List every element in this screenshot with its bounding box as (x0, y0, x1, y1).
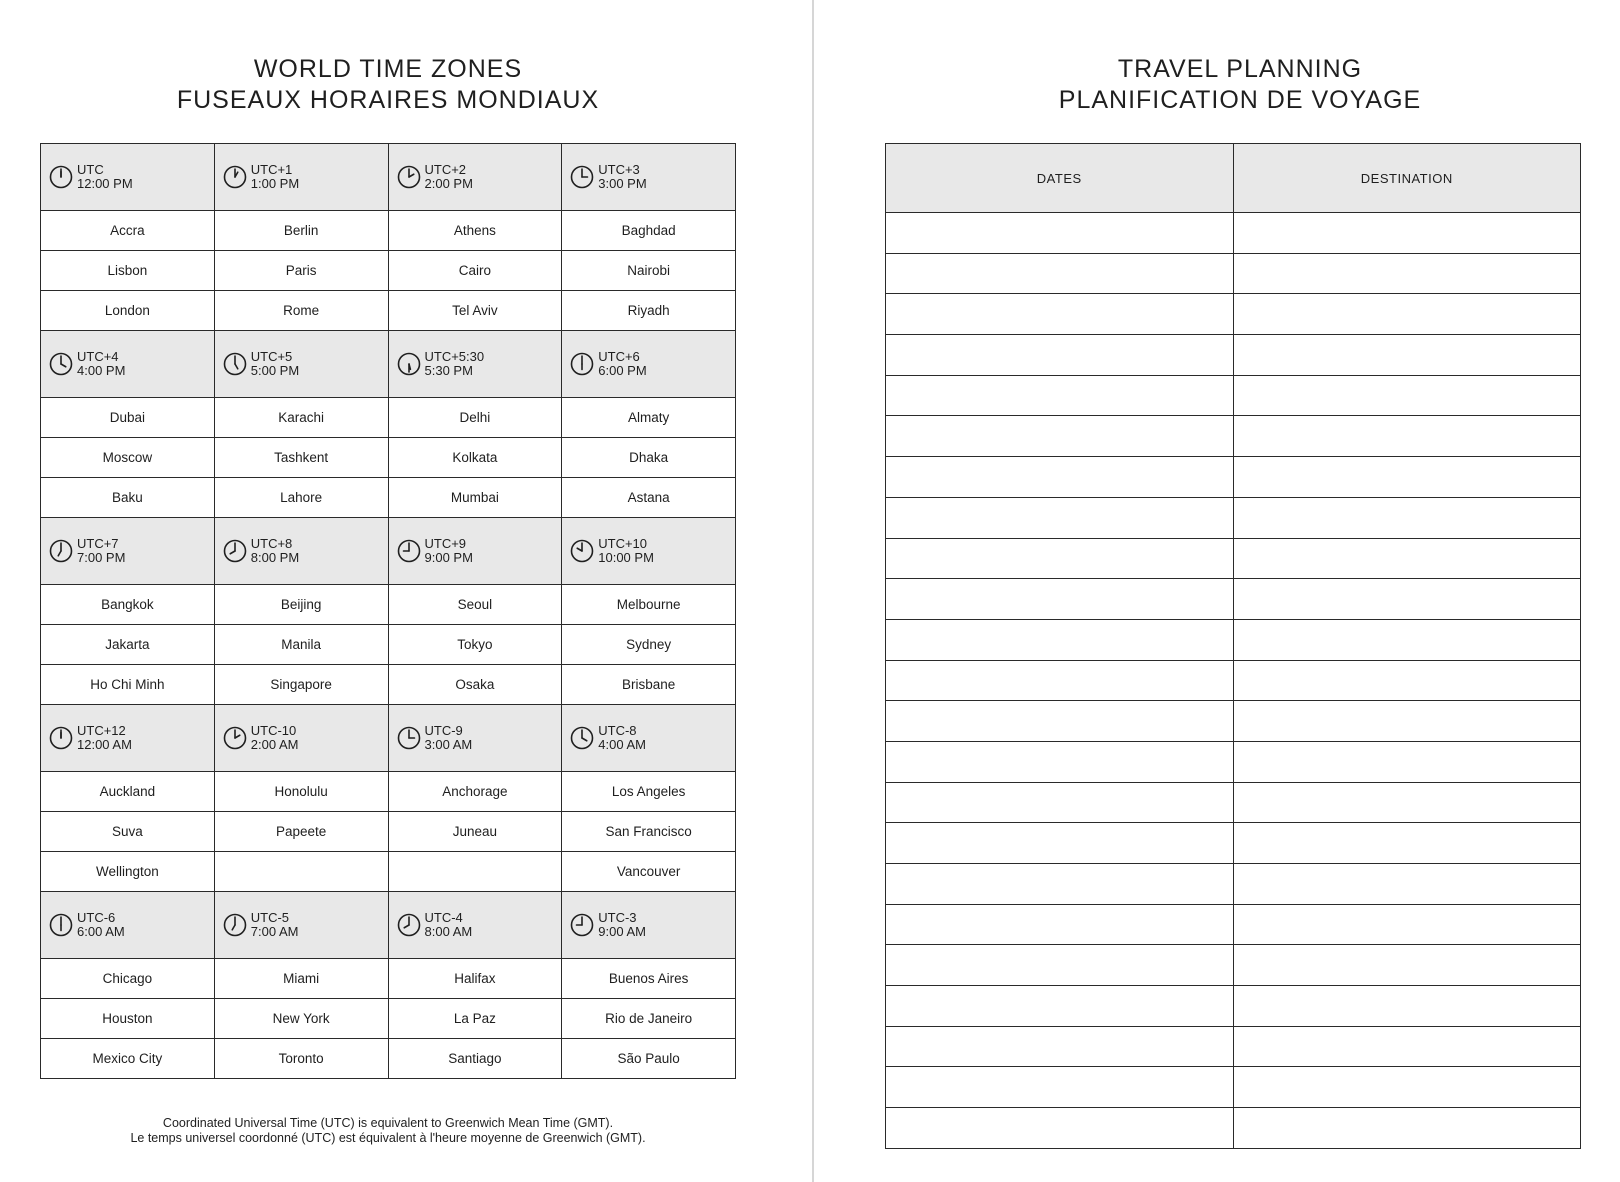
city-cell: Dhaka (562, 438, 736, 478)
utc-offset: UTC-8 (598, 723, 637, 738)
clock-icon (397, 352, 421, 376)
utc-offset: UTC+10 (598, 536, 648, 551)
city-cell: Astana (562, 478, 736, 518)
travel-planning-table (885, 143, 1581, 1149)
time-zone-label (562, 537, 735, 565)
dates-entry-cell[interactable] (886, 416, 1234, 457)
city-cell: Delhi (388, 398, 562, 438)
destination-entry-cell[interactable] (1233, 619, 1581, 660)
destination-entry-cell[interactable] (1233, 1026, 1581, 1067)
utc-offset: UTC+2 (424, 162, 467, 177)
city-cell: New York (214, 999, 388, 1039)
clock-icon (49, 726, 73, 750)
planning-row (886, 213, 1581, 254)
destination-entry-cell[interactable] (1233, 823, 1581, 864)
city-cell: Manila (214, 625, 388, 665)
local-time: 1:00 PM (250, 176, 300, 191)
time-zone-label (562, 163, 735, 191)
time-zone-label (215, 911, 388, 939)
dates-entry-cell[interactable] (886, 1108, 1234, 1149)
time-zone-label (389, 537, 562, 565)
planning-row (886, 294, 1581, 335)
city-cell: Kolkata (388, 438, 562, 478)
city-cell: Sydney (562, 625, 736, 665)
city-cell: Bangkok (41, 585, 215, 625)
local-time: 9:00 PM (424, 550, 473, 565)
time-zone-cell (214, 705, 388, 772)
planning-row (886, 1067, 1581, 1108)
utc-footnote (40, 1116, 736, 1146)
clock-icon (49, 352, 73, 376)
time-zone-label (215, 163, 388, 191)
destination-entry-cell[interactable] (1233, 253, 1581, 294)
footnote-french: Le temps universel coordonné (UTC) est équivalent à l'heure moyenne de Greenwich (GMT). (130, 1131, 646, 1145)
local-time: 5:00 PM (250, 363, 300, 378)
clock-icon (223, 165, 247, 189)
time-zone-label (41, 350, 214, 378)
local-time: 7:00 AM (250, 924, 299, 939)
destination-entry-cell[interactable] (1233, 335, 1581, 376)
utc-offset: UTC (77, 162, 104, 177)
clock-icon (223, 913, 247, 937)
city-cell: Cairo (388, 251, 562, 291)
local-time: 4:00 PM (77, 363, 126, 378)
utc-offset: UTC-5 (250, 910, 290, 925)
destination-entry-cell[interactable] (1233, 660, 1581, 701)
destination-entry-cell[interactable] (1233, 294, 1581, 335)
planning-row (886, 457, 1581, 498)
clock-icon (570, 726, 594, 750)
planning-row (886, 497, 1581, 538)
planning-row (886, 538, 1581, 579)
time-zone-cell (214, 144, 388, 211)
time-zone-cell (41, 892, 215, 959)
dates-entry-cell[interactable] (886, 457, 1234, 498)
city-cell: Lisbon (41, 251, 215, 291)
local-time: 9:00 AM (598, 924, 646, 939)
city-cell: Karachi (214, 398, 388, 438)
destination-entry-cell[interactable] (1233, 375, 1581, 416)
city-cell: Jakarta (41, 625, 215, 665)
time-zone-table (40, 143, 736, 1079)
planning-row (886, 253, 1581, 294)
time-zone-label (215, 537, 388, 565)
clock-icon (223, 539, 247, 563)
local-time: 6:00 AM (77, 924, 125, 939)
city-cell: Singapore (214, 665, 388, 705)
destination-entry-cell[interactable] (1233, 416, 1581, 457)
destination-entry-cell[interactable] (1233, 904, 1581, 945)
clock-hour-hand (232, 925, 235, 930)
destination-entry-cell[interactable] (1233, 741, 1581, 782)
clock-icon (397, 913, 421, 937)
city-cell: Berlin (214, 211, 388, 251)
planning-row (886, 904, 1581, 945)
time-zone-cell (214, 518, 388, 585)
dates-entry-cell[interactable] (886, 904, 1234, 945)
clock-icon (397, 165, 421, 189)
city-row (41, 812, 736, 852)
destination-entry-cell[interactable] (1233, 701, 1581, 742)
utc-offset: UTC+3 (598, 162, 640, 177)
utc-offset: UTC-9 (424, 723, 463, 738)
utc-offset: UTC+4 (77, 349, 119, 364)
planning-row (886, 701, 1581, 742)
planning-row (886, 579, 1581, 620)
city-row (41, 291, 736, 331)
title-french: PLANIFICATION DE VOYAGE (1058, 86, 1422, 114)
planning-row (886, 375, 1581, 416)
destination-entry-cell[interactable] (1233, 213, 1581, 254)
utc-offset: UTC-10 (250, 723, 297, 738)
planning-row (886, 823, 1581, 864)
local-time: 2:00 PM (424, 176, 473, 191)
city-cell: Houston (41, 999, 215, 1039)
time-zone-cell (562, 892, 736, 959)
local-time: 5:30 PM (424, 363, 473, 378)
dates-entry-cell[interactable] (886, 864, 1234, 905)
local-time: 4:00 AM (598, 737, 646, 752)
title-french: FUSEAUX HORAIRES MONDIAUX (176, 86, 600, 114)
dates-entry-cell[interactable] (886, 741, 1234, 782)
clock-icon (223, 726, 247, 750)
city-cell: Beijing (214, 585, 388, 625)
utc-offset: UTC-3 (598, 910, 637, 925)
time-zone-header-row (41, 892, 736, 959)
city-cell: Mumbai (388, 478, 562, 518)
city-cell: Halifax (388, 959, 562, 999)
planning-row (886, 864, 1581, 905)
city-cell: Baku (41, 478, 215, 518)
city-cell: Tokyo (388, 625, 562, 665)
clock-hour-hand (230, 551, 235, 554)
city-cell: Toronto (214, 1039, 388, 1079)
local-time: 8:00 AM (424, 924, 473, 939)
city-cell: Mexico City (41, 1039, 215, 1079)
planning-row (886, 782, 1581, 823)
city-cell: São Paulo (562, 1039, 736, 1079)
city-row (41, 1039, 736, 1079)
city-cell: Almaty (562, 398, 736, 438)
city-cell: Tel Aviv (388, 291, 562, 331)
clock-icon (397, 539, 421, 563)
city-cell: Lahore (214, 478, 388, 518)
local-time: 2:00 AM (250, 737, 299, 752)
planning-row (886, 619, 1581, 660)
dates-entry-cell[interactable] (886, 497, 1234, 538)
local-time: 3:00 AM (424, 737, 473, 752)
dates-entry-cell[interactable] (886, 579, 1234, 620)
dates-entry-cell[interactable] (886, 660, 1234, 701)
city-cell: Miami (214, 959, 388, 999)
city-row (41, 478, 736, 518)
time-zone-label (41, 537, 214, 565)
city-cell: Accra (41, 211, 215, 251)
time-zone-header-row (41, 331, 736, 398)
city-cell: Honolulu (214, 772, 388, 812)
destination-entry-cell[interactable] (1233, 538, 1581, 579)
clock-hour-hand (61, 364, 66, 367)
city-cell: Athens (388, 211, 562, 251)
city-cell: Anchorage (388, 772, 562, 812)
utc-offset: UTC+1 (250, 162, 293, 177)
time-zone-cell (41, 518, 215, 585)
local-time: 3:00 PM (598, 176, 647, 191)
time-zone-label (562, 911, 735, 939)
time-zone-cell (562, 331, 736, 398)
utc-offset: UTC-4 (424, 910, 463, 925)
dates-entry-cell[interactable] (886, 1026, 1234, 1067)
utc-offset: UTC-6 (77, 910, 116, 925)
title-english: TRAVEL PLANNING (1117, 55, 1363, 83)
time-zone-label (389, 350, 562, 378)
planning-row (886, 1026, 1581, 1067)
time-zone-label (389, 911, 562, 939)
clock-hour-hand (582, 738, 587, 741)
local-time: 10:00 PM (598, 550, 654, 565)
dates-column-header: DATES (886, 144, 1234, 213)
city-cell: San Francisco (562, 812, 736, 852)
dates-entry-cell[interactable] (886, 335, 1234, 376)
city-cell: Juneau (388, 812, 562, 852)
city-cell: Brisbane (562, 665, 736, 705)
planning-row (886, 1108, 1581, 1149)
destination-entry-cell[interactable] (1233, 1067, 1581, 1108)
destination-entry-cell[interactable] (1233, 579, 1581, 620)
clock-icon (570, 352, 594, 376)
time-zone-label (41, 911, 214, 939)
destination-entry-cell[interactable] (1233, 497, 1581, 538)
destination-column-header: DESTINATION (1233, 144, 1581, 213)
clock-icon (223, 352, 247, 376)
utc-offset: UTC+9 (424, 536, 467, 551)
dates-entry-cell[interactable] (886, 375, 1234, 416)
time-zone-label (562, 724, 735, 752)
planning-row (886, 986, 1581, 1027)
header-row (886, 144, 1581, 213)
dates-entry-cell[interactable] (886, 538, 1234, 579)
utc-offset: UTC+5:30 (424, 349, 485, 364)
clock-hour-hand (235, 364, 238, 369)
utc-offset: UTC+8 (250, 536, 293, 551)
time-zone-cell (214, 892, 388, 959)
time-zone-cell (41, 705, 215, 772)
clock-hour-hand (404, 925, 409, 928)
destination-entry-cell[interactable] (1233, 782, 1581, 823)
destination-entry-cell[interactable] (1233, 945, 1581, 986)
time-zone-cell (388, 144, 562, 211)
dates-entry-cell[interactable] (886, 294, 1234, 335)
city-cell: Riyadh (562, 291, 736, 331)
city-row (41, 251, 736, 291)
city-cell: Santiago (388, 1039, 562, 1079)
time-zone-header-row (41, 705, 736, 772)
city-cell: Tashkent (214, 438, 388, 478)
dates-entry-cell[interactable] (886, 253, 1234, 294)
clock-icon (570, 913, 594, 937)
city-cell: Wellington (41, 852, 215, 892)
destination-entry-cell[interactable] (1233, 864, 1581, 905)
time-zone-cell (41, 331, 215, 398)
page-title (40, 54, 736, 116)
dates-entry-cell[interactable] (886, 823, 1234, 864)
utc-offset: UTC+6 (598, 349, 640, 364)
city-row (41, 585, 736, 625)
time-zone-cell (214, 331, 388, 398)
city-cell: Baghdad (562, 211, 736, 251)
planning-row (886, 416, 1581, 457)
time-zone-cell (41, 144, 215, 211)
utc-offset: UTC+12 (77, 723, 126, 738)
city-cell: Suva (41, 812, 215, 852)
city-row (41, 665, 736, 705)
time-zone-label (215, 350, 388, 378)
city-row (41, 625, 736, 665)
city-cell (214, 852, 388, 892)
city-cell: Nairobi (562, 251, 736, 291)
dates-entry-cell[interactable] (886, 1067, 1234, 1108)
dates-entry-cell[interactable] (886, 945, 1234, 986)
city-cell: Chicago (41, 959, 215, 999)
city-cell: Seoul (388, 585, 562, 625)
city-cell: Moscow (41, 438, 215, 478)
planning-row (886, 945, 1581, 986)
planning-row (886, 660, 1581, 701)
destination-entry-cell[interactable] (1233, 1108, 1581, 1149)
clock-icon (570, 539, 594, 563)
time-zone-label (389, 724, 562, 752)
city-row (41, 999, 736, 1039)
time-zone-cell (562, 144, 736, 211)
utc-offset: UTC+5 (250, 349, 293, 364)
city-cell: Papeete (214, 812, 388, 852)
city-cell: Dubai (41, 398, 215, 438)
destination-entry-cell[interactable] (1233, 986, 1581, 1027)
dates-entry-cell[interactable] (886, 986, 1234, 1027)
city-cell: London (41, 291, 215, 331)
travel-planning-page (814, 0, 1620, 1182)
city-cell: Osaka (388, 665, 562, 705)
local-time: 8:00 PM (250, 550, 300, 565)
city-row (41, 398, 736, 438)
dates-entry-cell[interactable] (886, 701, 1234, 742)
title-english: WORLD TIME ZONES (253, 55, 523, 83)
city-cell: Auckland (41, 772, 215, 812)
local-time: 7:00 PM (77, 550, 126, 565)
city-row (41, 438, 736, 478)
city-cell: Buenos Aires (562, 959, 736, 999)
page-title (886, 54, 1594, 116)
city-cell (388, 852, 562, 892)
clock-icon (49, 165, 73, 189)
dates-entry-cell[interactable] (886, 619, 1234, 660)
time-zone-label (41, 163, 214, 191)
city-cell: La Paz (388, 999, 562, 1039)
clock-icon (397, 726, 421, 750)
dates-entry-cell[interactable] (886, 213, 1234, 254)
time-zone-label (41, 724, 214, 752)
utc-offset: UTC+7 (77, 536, 119, 551)
city-cell: Melbourne (562, 585, 736, 625)
time-zone-label (562, 350, 735, 378)
clock-icon (49, 913, 73, 937)
local-time: 12:00 AM (77, 737, 132, 752)
city-cell: Ho Chi Minh (41, 665, 215, 705)
time-zone-label (389, 163, 562, 191)
time-zone-cell (388, 892, 562, 959)
city-row (41, 772, 736, 812)
time-zone-header-row (41, 144, 736, 211)
destination-entry-cell[interactable] (1233, 457, 1581, 498)
footnote-english: Coordinated Universal Time (UTC) is equivalent to Greenwich Mean Time (GMT). (162, 1116, 614, 1130)
city-cell: Rome (214, 291, 388, 331)
time-zone-cell (562, 518, 736, 585)
clock-icon (49, 539, 73, 563)
time-zone-label (215, 724, 388, 752)
dates-entry-cell[interactable] (886, 782, 1234, 823)
city-cell: Vancouver (562, 852, 736, 892)
clock-icon (570, 165, 594, 189)
planning-row (886, 741, 1581, 782)
city-cell: Paris (214, 251, 388, 291)
time-zone-cell (388, 518, 562, 585)
city-cell: Los Angeles (562, 772, 736, 812)
time-zone-header-row (41, 518, 736, 585)
city-cell: Rio de Janeiro (562, 999, 736, 1039)
city-row (41, 211, 736, 251)
clock-hour-hand (58, 551, 61, 556)
planning-row (886, 335, 1581, 376)
local-time: 12:00 PM (77, 176, 133, 191)
time-zone-cell (562, 705, 736, 772)
time-zone-cell (388, 705, 562, 772)
time-zone-cell (388, 331, 562, 398)
city-row (41, 852, 736, 892)
local-time: 6:00 PM (598, 363, 647, 378)
city-row (41, 959, 736, 999)
